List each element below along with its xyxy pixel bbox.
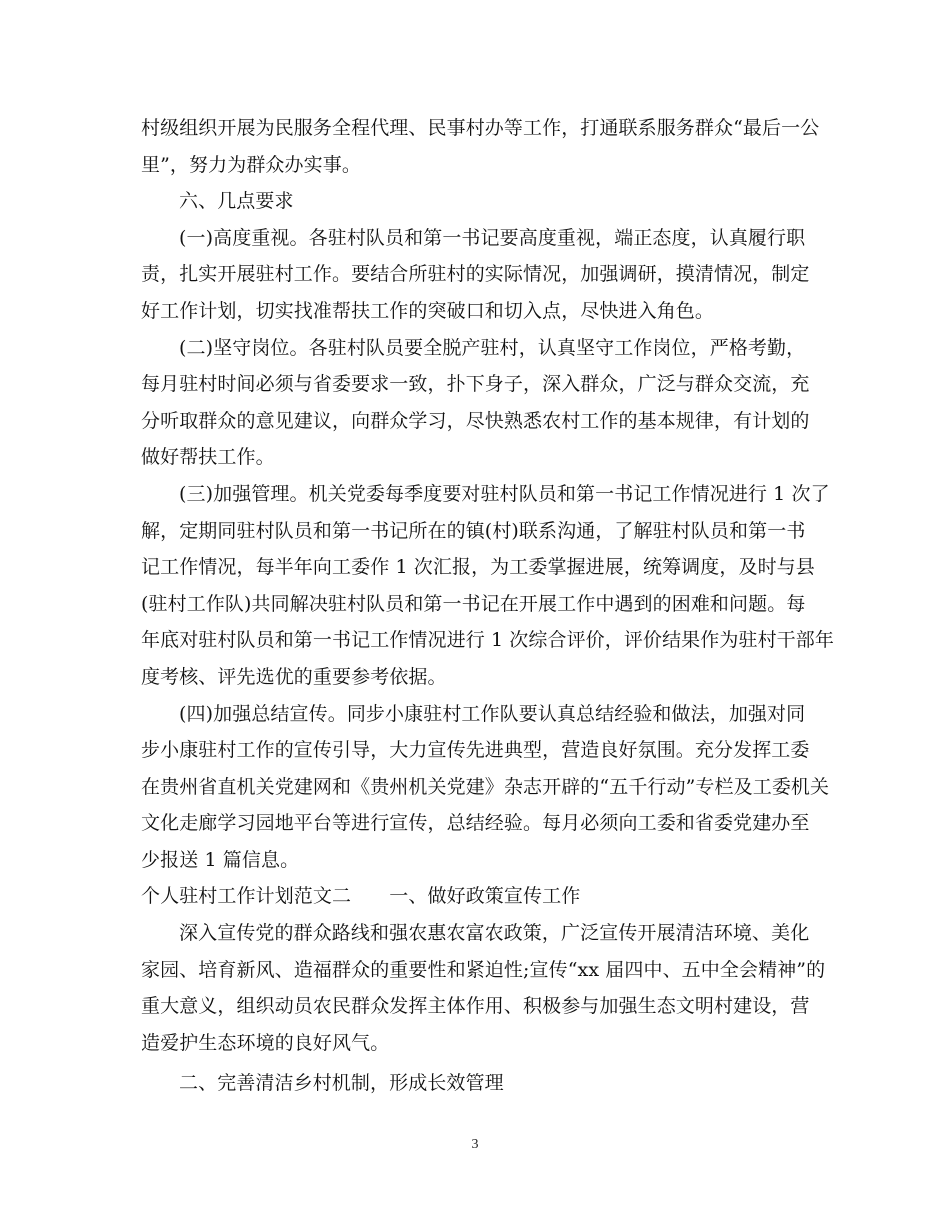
text-line: 年底对驻村队员和第一书记工作情况进行 1 次综合评价，评价结果作为驻村干部年 [141,629,834,652]
text-line: 深入宣传党的群众路线和强农惠农富农政策，广泛宣传开展清洁环境、美化 [179,922,810,945]
document-body [141,110,834,1102]
text-line: 少报送 1 篇信息。 [141,848,300,871]
text-line: (三)加强管理。机关党委每季度要对驻村队员和第一书记工作情况进行 1 次了 [179,482,830,505]
text-line: (四)加强总结宣传。同步小康驻村工作队要认真总结经验和做法，加强对同 [179,702,806,725]
text-line: 好工作计划，切实找准帮扶工作的突破口和切入点，尽快进入角色。 [141,299,715,322]
section-heading: 六、几点要求 [179,190,294,213]
section-heading: 二、完善清洁乡村机制，形成长效管理 [179,1072,504,1095]
text-line: (二)坚守岗位。各驻村队员要全脱产驻村，认真坚守工作岗位，严格考勤， [179,336,806,359]
text-line: (一)高度重视。各驻村队员和第一书记要高度重视，端正态度，认真履行职 [179,226,806,249]
text-line: 在贵州省直机关党建网和《贵州机关党建》杂志开辟的“五千行动”专栏及工委机关 [141,775,830,798]
page-number: 3 [471,1137,479,1152]
text-line: 记工作情况，每半年向工委作 1 次汇报，为工委掌握进展，统筹调度，及时与县 [141,556,815,579]
text-line: 文化走廊学习园地平台等进行宣传，总结经验。每月必须向工委和省委党建办至 [141,812,810,835]
text-line: 每月驻村时间必须与省委要求一致，扑下身子，深入群众，广泛与群众交流，充 [141,373,810,396]
text-line: 责，扎实开展驻村工作。要结合所驻村的实际情况，加强调研，摸清情况，制定 [141,263,810,286]
text-line: 家园、培育新风、造福群众的重要性和紧迫性;宣传“xx 届四中、五中全会精神”的 [141,958,826,981]
text-line: 度考核、评先选优的重要参考依据。 [141,665,447,688]
text-line: 村级组织开展为民服务全程代理、民事村办等工作，打通联系服务群众“最后一公 [141,117,820,139]
section-heading: 个人驻村工作计划范文二 一、做好政策宣传工作 [141,885,581,908]
text-line: 解，定期同驻村队员和第一书记所在的镇(村)联系沟通，了解驻村队员和第一书 [141,519,806,542]
text-line: 里”，努力为群众办实事。 [141,153,361,176]
text-line: (驻村工作队)共同解决驻村队员和第一书记在开展工作中遇到的困难和问题。每 [141,592,806,615]
text-line: 分听取群众的意见建议，向群众学习，尽快熟悉农村工作的基本规律，有计划的 [141,409,810,432]
text-line: 步小康驻村工作的宣传引导，大力宣传先进典型，营造良好氛围。充分发挥工委 [141,739,810,762]
text-line: 重大意义，组织动员农民群众发挥主体作用、积极参与加强生态文明村建设，营 [141,995,810,1018]
text-line: 做好帮扶工作。 [141,446,275,469]
text-line: 造爱护生态环境的良好风气。 [141,1031,390,1054]
